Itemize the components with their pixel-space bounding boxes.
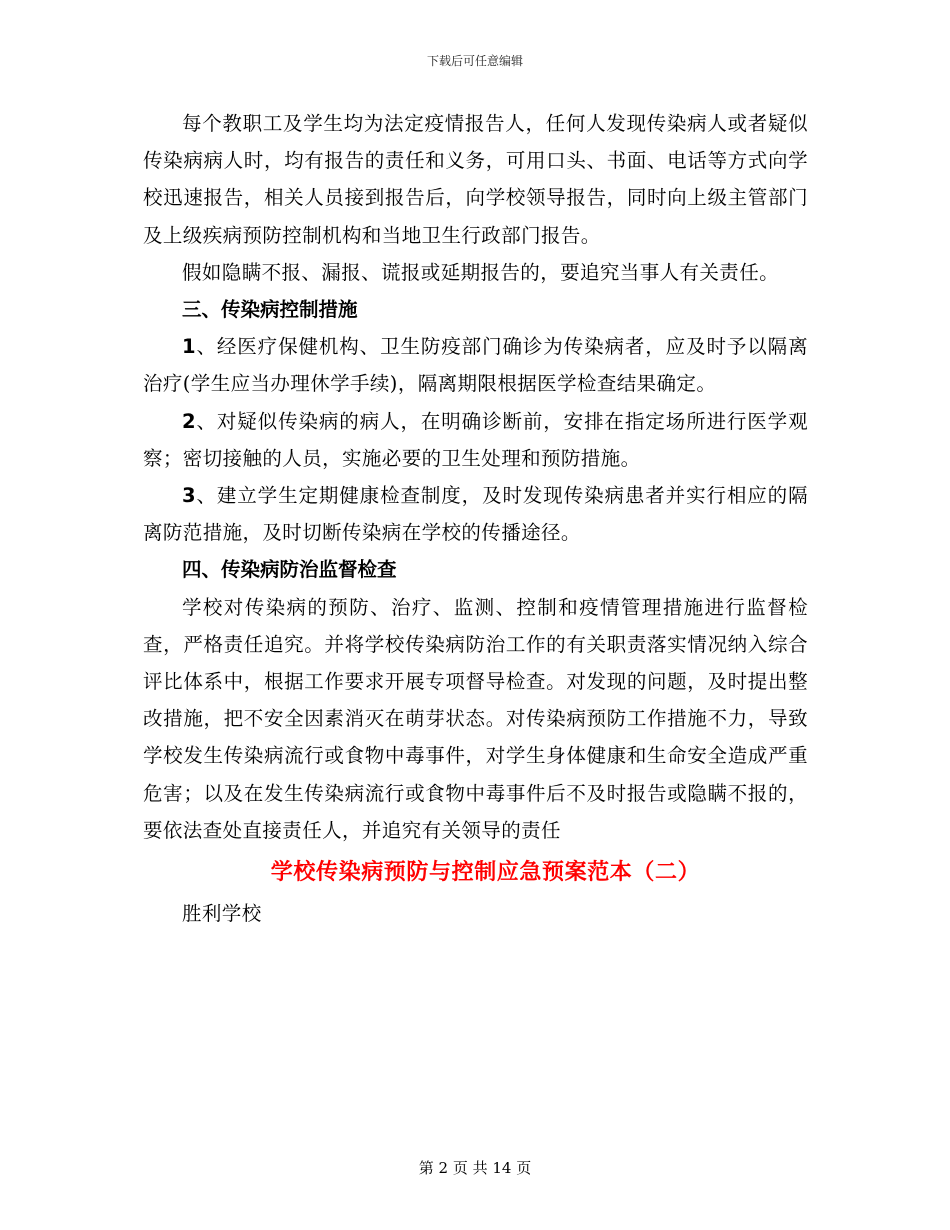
item-number: 2 — [182, 409, 196, 433]
section-4-heading: 四、传染病防治监督检查 — [182, 558, 397, 582]
page-header: 下载后可任意编辑 — [426, 54, 523, 68]
item-number: 3 — [182, 484, 196, 508]
section-4-text: 学校对传染病的预防、治疗、监测、控制和疫情管理措施进行监督检查，严格责任追究。并将学校传染病防治工作的有关职责落实情况纳入综合评比体系中，根据工作要求开展专项督导检查。对发现的问题，及时提出整改措施，把不安全因素消灭在萌芽状态。对传染病预防工作措施不力，导致学校发生传染病流行或食物中毒事件，对学生身体健康和生命安全造成严重危害；以及在发生传染病流行或食物中毒事件后不及时报告或隐瞒不报的，要依法查处直接责任人，并追究有关领导的责任 — [143, 595, 808, 842]
page-footer: 第 2 页 共 14 页 — [418, 1159, 532, 1177]
item-number: 1 — [182, 335, 196, 359]
document-title: 学校传染病预防与控制应急预案范本（二） — [270, 860, 701, 886]
section-3-item-1 — [143, 328, 808, 402]
section-3-heading: 三、传染病控制措施 — [182, 298, 358, 322]
item-text: 、对疑似传染病的病人，在明确诊断前，安排在指定场所进行医学观察；密切接触的人员，实施必要的卫生处理和预防措施。 — [143, 409, 808, 470]
item-text: 、经医疗保健机构、卫生防疫部门确诊为传染病者，应及时予以隔离治疗(学生应当办理休学手续)，隔离期限根据医学检查结果确定。 — [143, 335, 808, 396]
section-3-item-3 — [143, 477, 808, 551]
item-text: 、建立学生定期健康检查制度，及时发现传染病患者并实行相应的隔离防范措施，及时切断传染病在学校的传播途径。 — [143, 484, 808, 545]
section-3-item-2 — [143, 403, 808, 477]
paragraph-reporting-duty: 每个教职工及学生均为法定疫情报告人，任何人发现传染病人或者疑似传染病病人时，均有报告的责任和义务，可用口头、书面、电话等方式向学校迅速报告，相关人员接到报告后，向学校领导报告，同时向上级主管部门及上级疾病预防控制机构和当地卫生行政部门报告。 — [143, 112, 808, 247]
paragraph-accountability: 假如隐瞒不报、漏报、谎报或延期报告的，要追究当事人有关责任。 — [182, 260, 780, 284]
document-body — [143, 105, 808, 932]
school-name: 胜利学校 — [182, 902, 262, 926]
